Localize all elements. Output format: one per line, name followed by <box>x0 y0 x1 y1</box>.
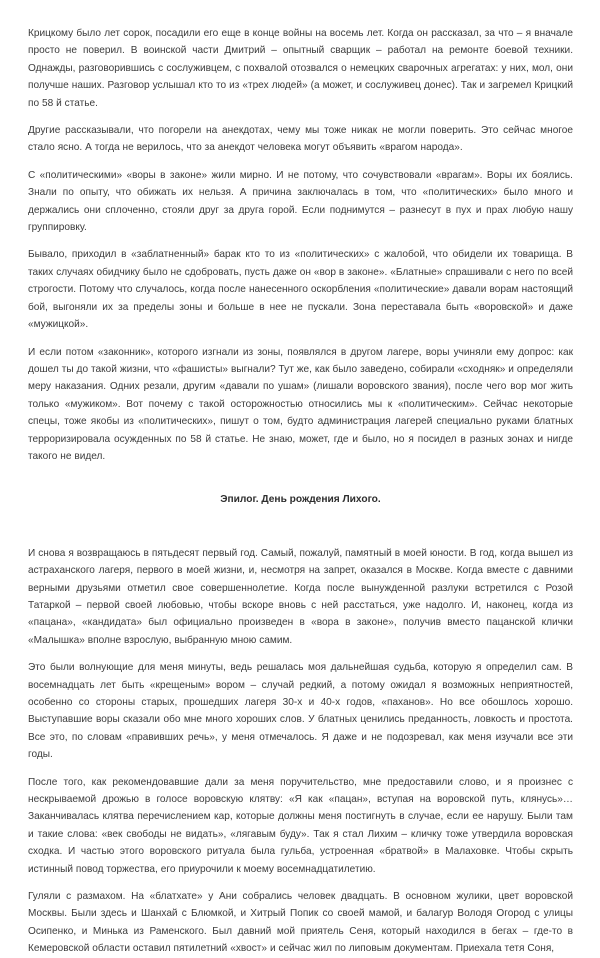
paragraph: С «политическими» «воры в законе» жили мирно. И не потому, что сочувствовали «врагам». Воры их боялись. Знали по опыту, что обижать их нельзя. А причина заключалась в том, что «политических» было много и держались они сплоченно, стояли друг за друга горой. Если поднимутся – разнесут в пух и прах любую нашу группировку. <box>28 169 573 234</box>
page-title: Эпилог. День рождения Лихого. <box>220 494 381 506</box>
paragraph: Гуляли с размахом. На «блатхате» у Ани собрались человек двадцать. В основном жулики, цвет воровской Москвы. Были здесь и Шанхай с Блюмкой, и Хитрый Попик со своей мамой, и балагур Володя Огород с улицы Осипенко, и Минька из Раменского. Был давний мой приятель Сеня, который находился в бегах – где-то в Кемеровской области оставил пятилетний «хвост» и сейчас жил по липовым документам. Приехала тетя Соня, <box>28 891 573 955</box>
paragraph: Другие рассказывали, что погорели на анекдотах, чему мы тоже никак не могли поверить. Это сейчас многое стало ясно. А тогда не верилось, что за анекдот человека могут объявить «врагом народа». <box>28 125 573 154</box>
paragraph: И снова я возвращаюсь в пятьдесят первый год. Самый, пожалуй, памятный в моей юности. В год, когда вышел из астраханского лагеря, первого в моей жизни, и, несмотря на запрет, оказался в Москве. Когда вместе с давними верными друзьями отметил свое совершеннолетие. Когда после вынужденной разлуки встретился с Розой Татаркой – первой своей любовью, чтобы вскоре вновь с ней расстаться, уже надолго. И, наконец, когда из «пацана», «кандидата» был официально произведен в «вора в законе», получив вместо пацанской клички «Малышка» вполне взрослую, выбранную мною самим. <box>28 547 573 646</box>
epilogue-heading-block <box>28 491 573 508</box>
paragraph: Крицкому было лет сорок, посадили его еще в конце войны на восемь лет. Когда он рассказал, за что – я вначале просто не поверил. В воинской части Дмитрий – опытный сварщик – работал на ремонте боевой техники. Однажды, разговорившись с сослуживцем, с похвалой отозвался о немецких сварочных агрегатах: у них, мол, они получше наших. Разговор услышал кто то из «трех людей» (а может, и сослуживец донес). Так и загремел Крицкий по 58 й статье. <box>28 28 573 109</box>
paragraph: После того, как рекомендовавшие дали за меня поручительство, мне предоставили слово, и я произнес с нескрываемой дрожью в голосе воровскую клятву: «Я как «пацан», вступая на воровской путь, клянусь»… Заканчивалась клятва перечислением кар, которые должны меня постигнуть в случае, если ее нарушу. Были там и такие слова: «век свободы не видать», «лягавым буду». Так я стал Лихим – кличку тоже утвердила воровская сходка. И частью этого воровского ритуала была гульба, устроенная «братвой» в Малаховке. Чтобы скрыть истинный повод торжества, его приурочили к моему восемнадцатилетию. <box>28 776 573 875</box>
paragraph: И если потом «законник», которого изгнали из зоны, появлялся в другом лагере, воры учиняли ему допрос: как дошел ты до такой жизни, что «фашисты» выгнали? Тут же, как было заведено, собирали «сходняк» и определяли меру наказания. Одних резали, другим «давали по ушам» (лишали воровского звания), после чего вор мог жить только «мужиком». Вот почему с такой осторожностью относились мы к «политическим». Сейчас некоторые спецы, тоже якобы из «политических», пишут о том, будто администрация лагерей специально руками блатных терроризировала осужденных по 58 й статье. Не знаю, может, где и было, но я посидел в разных зонах и нигде такого не видел. <box>28 346 573 462</box>
paragraph: Бывало, приходил в «заблатненный» барак кто то из «политических» с жалобой, что обидели их товарища. В таких случаях обидчику было не сдобровать, пусть даже он «вор в законе». «Блатные» спрашивали с него по всей строгости. Потому что случалось, когда после нанесенного оскорбления «политические» давали ворам настоящий бой, выгоняли их за пределы зоны и больше в нее не пускали. Зона переставала быть «воровской» и даже «мужицкой». <box>28 249 573 331</box>
paragraph: Это были волнующие для меня минуты, ведь решалась моя дальнейшая судьба, которую я определил сам. В восемнадцать лет быть «крещеным» вором – случай редкий, а потому ожидал я возможных неприятностей, особенно со стороны старых, прошедших лагеря 30-х и 40-х годов, «паханов». Но все обошлось хорошо. Выступавшие воры сказали обо мне много хороших слов. У блатных ценились преданность, ловкость и простота. Все это, по словам «правивших речь», у меня отмечалось. Я даже и не подозревал, как меня изучали все эти годы. <box>28 662 573 761</box>
document-body <box>28 25 573 958</box>
